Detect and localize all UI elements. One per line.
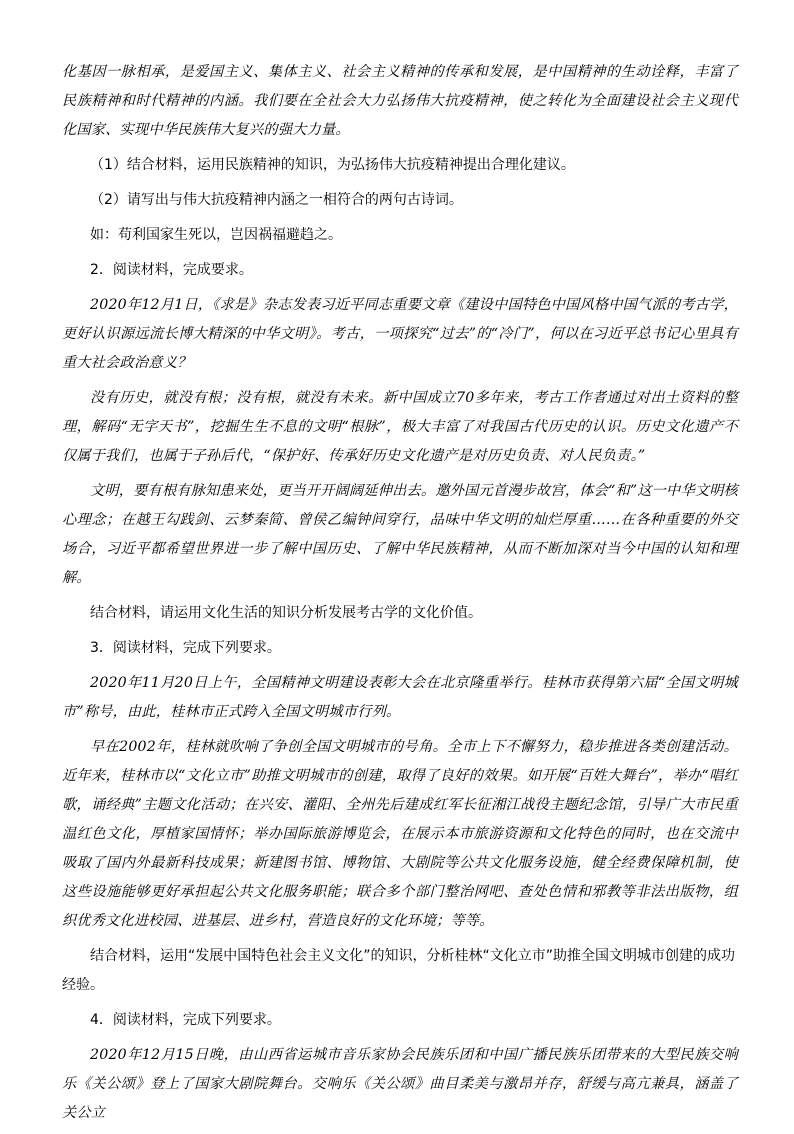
document-body bbox=[62, 58, 738, 1134]
question-1-sub-1: （1）结合材料，运用民族精神的知识，为弘扬伟大抗疫精神提出合理化建议。 bbox=[90, 157, 575, 173]
question-4-heading: 4．阅读材料，完成下列要求。 bbox=[90, 1012, 281, 1028]
question-3-material-1: 2020年11月20日上午，全国精神文明建设表彰大会在北京隆重举行。桂林市获得第六届“全国文明城市”称号，由此，桂林市正式跨入全国文明城市行列。 bbox=[62, 675, 738, 720]
question-1-sub-2: （2）请写出与伟大抗疫精神内涵之一相符合的两句古诗词。 bbox=[90, 192, 463, 208]
question-2-material-3: 文明，要有根有脉知患来处，更当开开阔阔延伸出去。邀外国元首漫步故宫，体会“和”这一中华文明核心理念；在越王勾践剑、云梦秦简、曾侯乙编钟间穿行，品味中华文明的灿烂厚重……在各种重要的外交场合，习近平都希望世界进一步了解中国历史、了解中华民族精神，从而不断加深对当今中国的认知和理解。 bbox=[62, 483, 738, 586]
question-4-material-1: 2020年12月15日晚，由山西省运城市音乐家协会民族乐团和中国广播民族乐团带来的大型民族交响乐《关公颂》登上了国家大剧院舞台。交响乐《关公颂》曲目柔美与激昂并存，舒缓与高亢兼具，涵盖了关公立 bbox=[62, 1047, 738, 1121]
question-3-prompt: 结合材料，运用“发展中国特色社会主义文化”的知识，分析桂林“文化立市”助推全国文明城市创建的成功经验。 bbox=[62, 948, 736, 993]
question-3-heading: 3．阅读材料，完成下列要求。 bbox=[90, 640, 281, 656]
question-3-material-2: 早在2002年，桂林就吹响了争创全国文明城市的号角。全市上下不懈努力，稳步推进各类创建活动。近年来，桂林市以“文化立市”助推文明城市的创建，取得了良好的效果。如开展“百姓大舞台”，举办“唱红歌，诵经典”主题文化活动；在兴安、灌阳、全州先后建成红军长征湘江战役主题纪念馆，引导广大市民重温红色文化，厚植家国情怀；举办国际旅游博览会，在展示本市旅游资源和文化特色的同时，也在交流中吸取了国内外最新科技成果；新建图书馆、博物馆、大剧院等公共文化服务设施，健全经费保障机制，使这些设施能够更好承担起公共文化服务职能；联合多个部门整治网吧、查处色情和邪教等非法出版物，组织优秀文化进校园、进基层、进乡村，营造良好的文化环境；等等。 bbox=[62, 739, 738, 929]
question-2-material-1: 2020年12月1日，《求是》杂志发表习近平同志重要文章《建设中国特色中国风格中国气派的考古学，更好认识源远流长博大精深的中华文明》。考古，一项探究“过去”的“冷门”，何以在习近平总书记心里具有重大社会政治意义？ bbox=[62, 297, 738, 371]
question-2-prompt: 结合材料，请运用文化生活的知识分析发展考古学的文化价值。 bbox=[90, 605, 482, 621]
example-poem-line: 如：苟利国家生死以，岂因祸福避趋之。 bbox=[90, 227, 342, 243]
material-paragraph-continuation: 化基因一脉相承，是爱国主义、集体主义、社会主义精神的传承和发展，是中国精神的生动诠释，丰富了民族精神和时代精神的内涵。我们要在全社会大力弘扬伟大抗疫精神，使之转化为全面建设社会主义现代化国家、实现中华民族伟大复兴的强大力量。 bbox=[62, 64, 738, 138]
question-2-material-2: 没有历史，就没有根；没有根，就没有未来。新中国成立70多年来，考古工作者通过对出土资料的整理，解码“无字天书”，挖掘生生不息的文明“根脉”，极大丰富了对我国古代历史的认识。历史文化遗产不仅属于我们，也属于子孙后代，“保护好、传承好历史文化遗产是对历史负责、对人民负责。” bbox=[62, 390, 738, 464]
question-2-heading: 2．阅读材料，完成要求。 bbox=[90, 262, 253, 278]
